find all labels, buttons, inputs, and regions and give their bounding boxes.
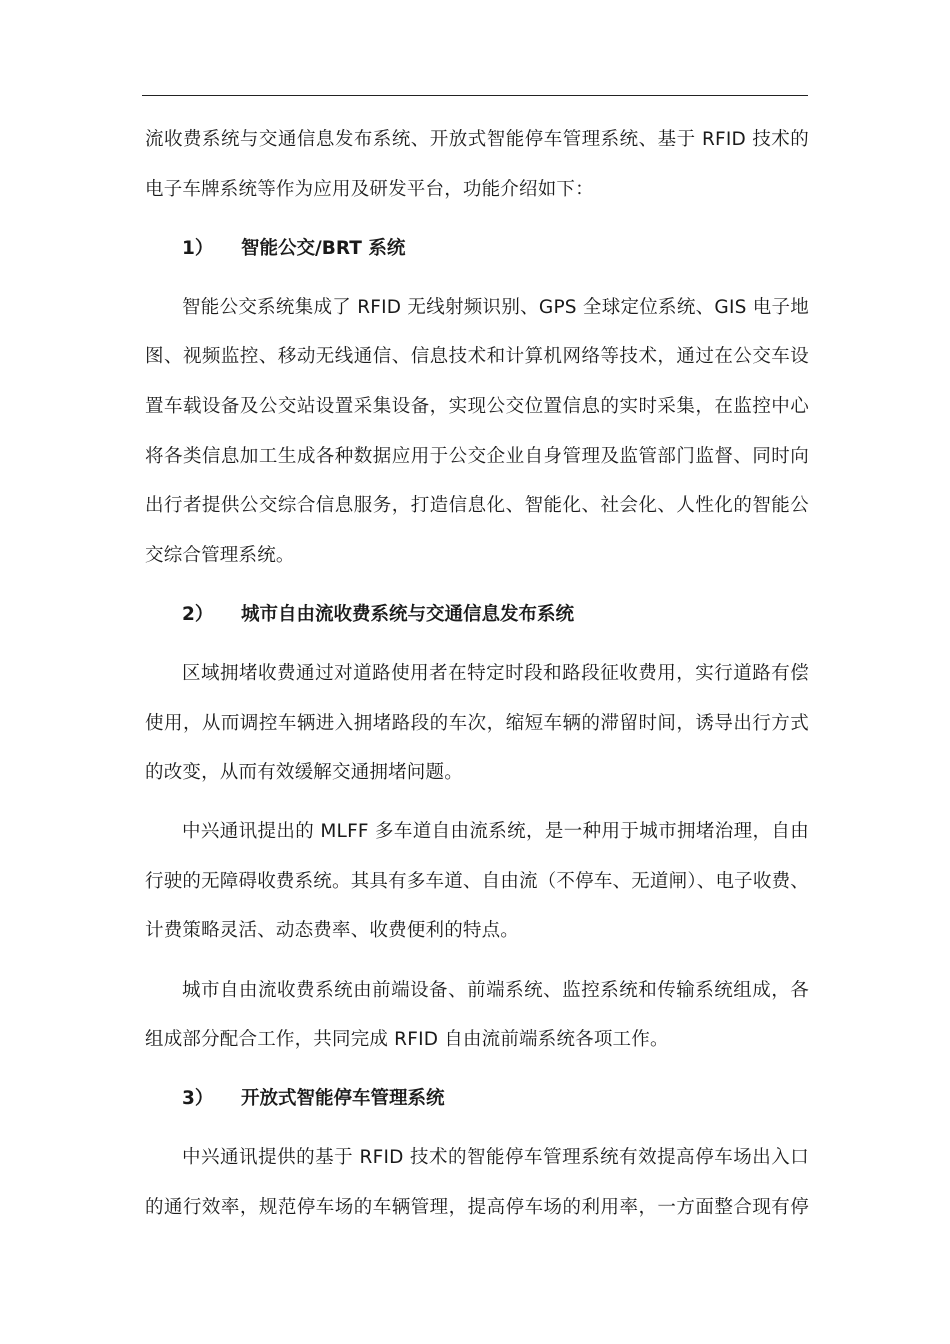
section-heading-3 xyxy=(145,1074,809,1124)
section-title: 开放式智能停车管理系统 xyxy=(241,1088,445,1110)
section-heading-1 xyxy=(145,224,809,274)
document-body xyxy=(145,115,809,1232)
text-line: 电子车牌系统等作为应用及研发平台，功能介绍如下： xyxy=(145,178,594,200)
intro-paragraph xyxy=(145,115,809,214)
section-2-paragraph-3 xyxy=(145,966,809,1065)
text-line: 区域拥堵收费通过对道路使用者在特定时段和路段征收费用，实行道路有偿 xyxy=(182,662,809,684)
section-2-paragraph-1 xyxy=(145,649,809,798)
section-3-paragraph-1 xyxy=(145,1133,809,1232)
section-1-paragraph-1 xyxy=(145,283,809,581)
text-line: 使用，从而调控车辆进入拥堵路段的车次，缩短车辆的滞留时间，诱导出行方式 xyxy=(145,712,809,734)
text-line: 置车载设备及公交站设置采集设备，实现公交位置信息的实时采集，在监控中心 xyxy=(145,395,809,417)
section-title: 智能公交/BRT 系统 xyxy=(241,237,406,259)
text-line: 智能公交系统集成了 RFID 无线射频识别、GPS 全球定位系统、GIS 电子地 xyxy=(182,296,809,318)
text-line: 交综合管理系统。 xyxy=(145,544,295,566)
section-number: 3） xyxy=(182,1088,214,1110)
text-line: 计费策略灵活、动态费率、收费便利的特点。 xyxy=(145,920,520,942)
text-line: 组成部分配合工作，共同完成 RFID 自由流前端系统各项工作。 xyxy=(145,1029,669,1051)
text-line: 流收费系统与交通信息发布系统、开放式智能停车管理系统、基于 RFID 技术的 xyxy=(145,129,809,150)
header-rule xyxy=(142,95,808,96)
text-line: 城市自由流收费系统由前端设备、前端系统、监控系统和传输系统组成，各 xyxy=(182,979,809,1001)
section-number: 2） xyxy=(182,603,214,625)
text-line: 中兴通讯提出的 MLFF 多车道自由流系统，是一种用于城市拥堵治理，自由 xyxy=(182,821,809,843)
section-2-paragraph-2 xyxy=(145,807,809,956)
text-line: 图、视频监控、移动无线通信、信息技术和计算机网络等技术，通过在公交车设 xyxy=(145,346,809,368)
text-line: 中兴通讯提供的基于 RFID 技术的智能停车管理系统有效提高停车场出入口 xyxy=(182,1147,809,1169)
section-number: 1） xyxy=(182,237,214,259)
text-line: 出行者提供公交综合信息服务，打造信息化、智能化、社会化、人性化的智能公 xyxy=(145,495,809,517)
text-line: 行驶的无障碍收费系统。其具有多车道、自由流（不停车、无道闸）、电子收费、 xyxy=(145,870,809,892)
text-line: 将各类信息加工生成各种数据应用于公交企业自身管理及监管部门监督、同时向 xyxy=(145,445,809,467)
section-heading-2 xyxy=(145,590,809,640)
text-line: 的通行效率，规范停车场的车辆管理，提高停车场的利用率，一方面整合现有停 xyxy=(145,1196,809,1218)
text-line: 的改变，从而有效缓解交通拥堵问题。 xyxy=(145,762,463,784)
section-title: 城市自由流收费系统与交通信息发布系统 xyxy=(241,603,575,625)
